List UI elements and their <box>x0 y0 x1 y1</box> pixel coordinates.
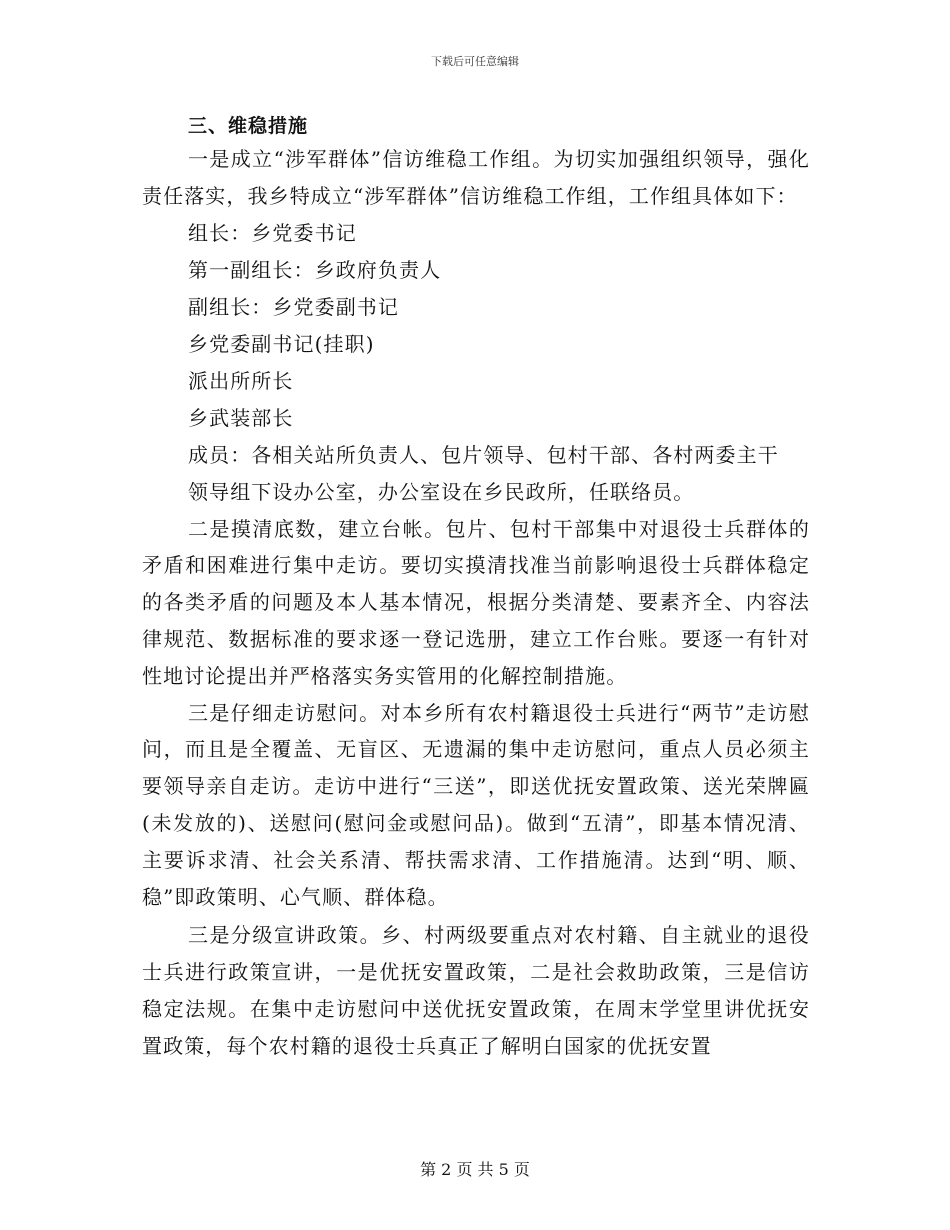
section-title: 三、维稳措施 <box>188 115 309 137</box>
deputy-line-3: 派出所所长 <box>188 368 294 393</box>
first-deputy-line: 第一副组长：乡政府负责人 <box>188 257 442 282</box>
paragraph-policy: 三是分级宣讲政策。乡、村两级要重点对农村籍、自主就业的退役士兵进行政策宣讲，一是优抚安置政策，二是社会救助政策，三是信访稳定法规。在集中走访慰问中送优抚安置政策，在周末学堂里讲优抚安置政策，每个农村籍的退役士兵真正了解明白国家的优抚安置 <box>142 923 810 1058</box>
page-header: 下载后可任意编辑 <box>431 55 519 68</box>
page-number: 第 2 页 共 5 页 <box>420 1160 530 1179</box>
paragraph-working-group: 一是成立“涉军群体”信访维稳工作组。为切实加强组织领导，强化责任落实，我乡特成立“涉军群体”信访维稳工作组，工作组具体如下： <box>142 147 810 208</box>
leader-line: 组长：乡党委书记 <box>188 220 357 245</box>
members-line: 成员：各相关站所负责人、包片领导、包村干部、各村两委主干 <box>188 442 779 467</box>
deputy-line: 副组长：乡党委副书记 <box>188 294 399 319</box>
paragraph-visits: 三是仔细走访慰问。对本乡所有农村籍退役士兵进行“两节”走访慰问，而且是全覆盖、无盲区、无遗漏的集中走访慰问，重点人员必须主要领导亲自走访。走访中进行“三送”，即送优抚安置政策、送光荣牌匾(未发放的)、送慰问(慰问金或慰问品)。做到“五清”，即基本情况清、主要诉求清、社会关系清、帮扶需求清、工作措施清。达到“明、顺、稳”即政策明、心气顺、群体稳。 <box>142 700 810 909</box>
office-line: 领导组下设办公室，办公室设在乡民政所，任联络员。 <box>188 479 695 504</box>
document-body <box>142 111 810 1065</box>
deputy-line-4: 乡武装部长 <box>188 405 294 430</box>
paragraph-ledger: 二是摸清底数，建立台帐。包片、包村干部集中对退役士兵群体的矛盾和困难进行集中走访。要切实摸清找准当前影响退役士兵群体稳定的各类矛盾的问题及本人基本情况，根据分类清楚、要素齐全、内容法律规范、数据标准的要求逐一登记选册，建立工作台账。要逐一有针对性地讨论提出并严格落实务实管用的化解控制措施。 <box>142 516 810 688</box>
deputy-line-2: 乡党委副书记(挂职) <box>188 331 375 356</box>
